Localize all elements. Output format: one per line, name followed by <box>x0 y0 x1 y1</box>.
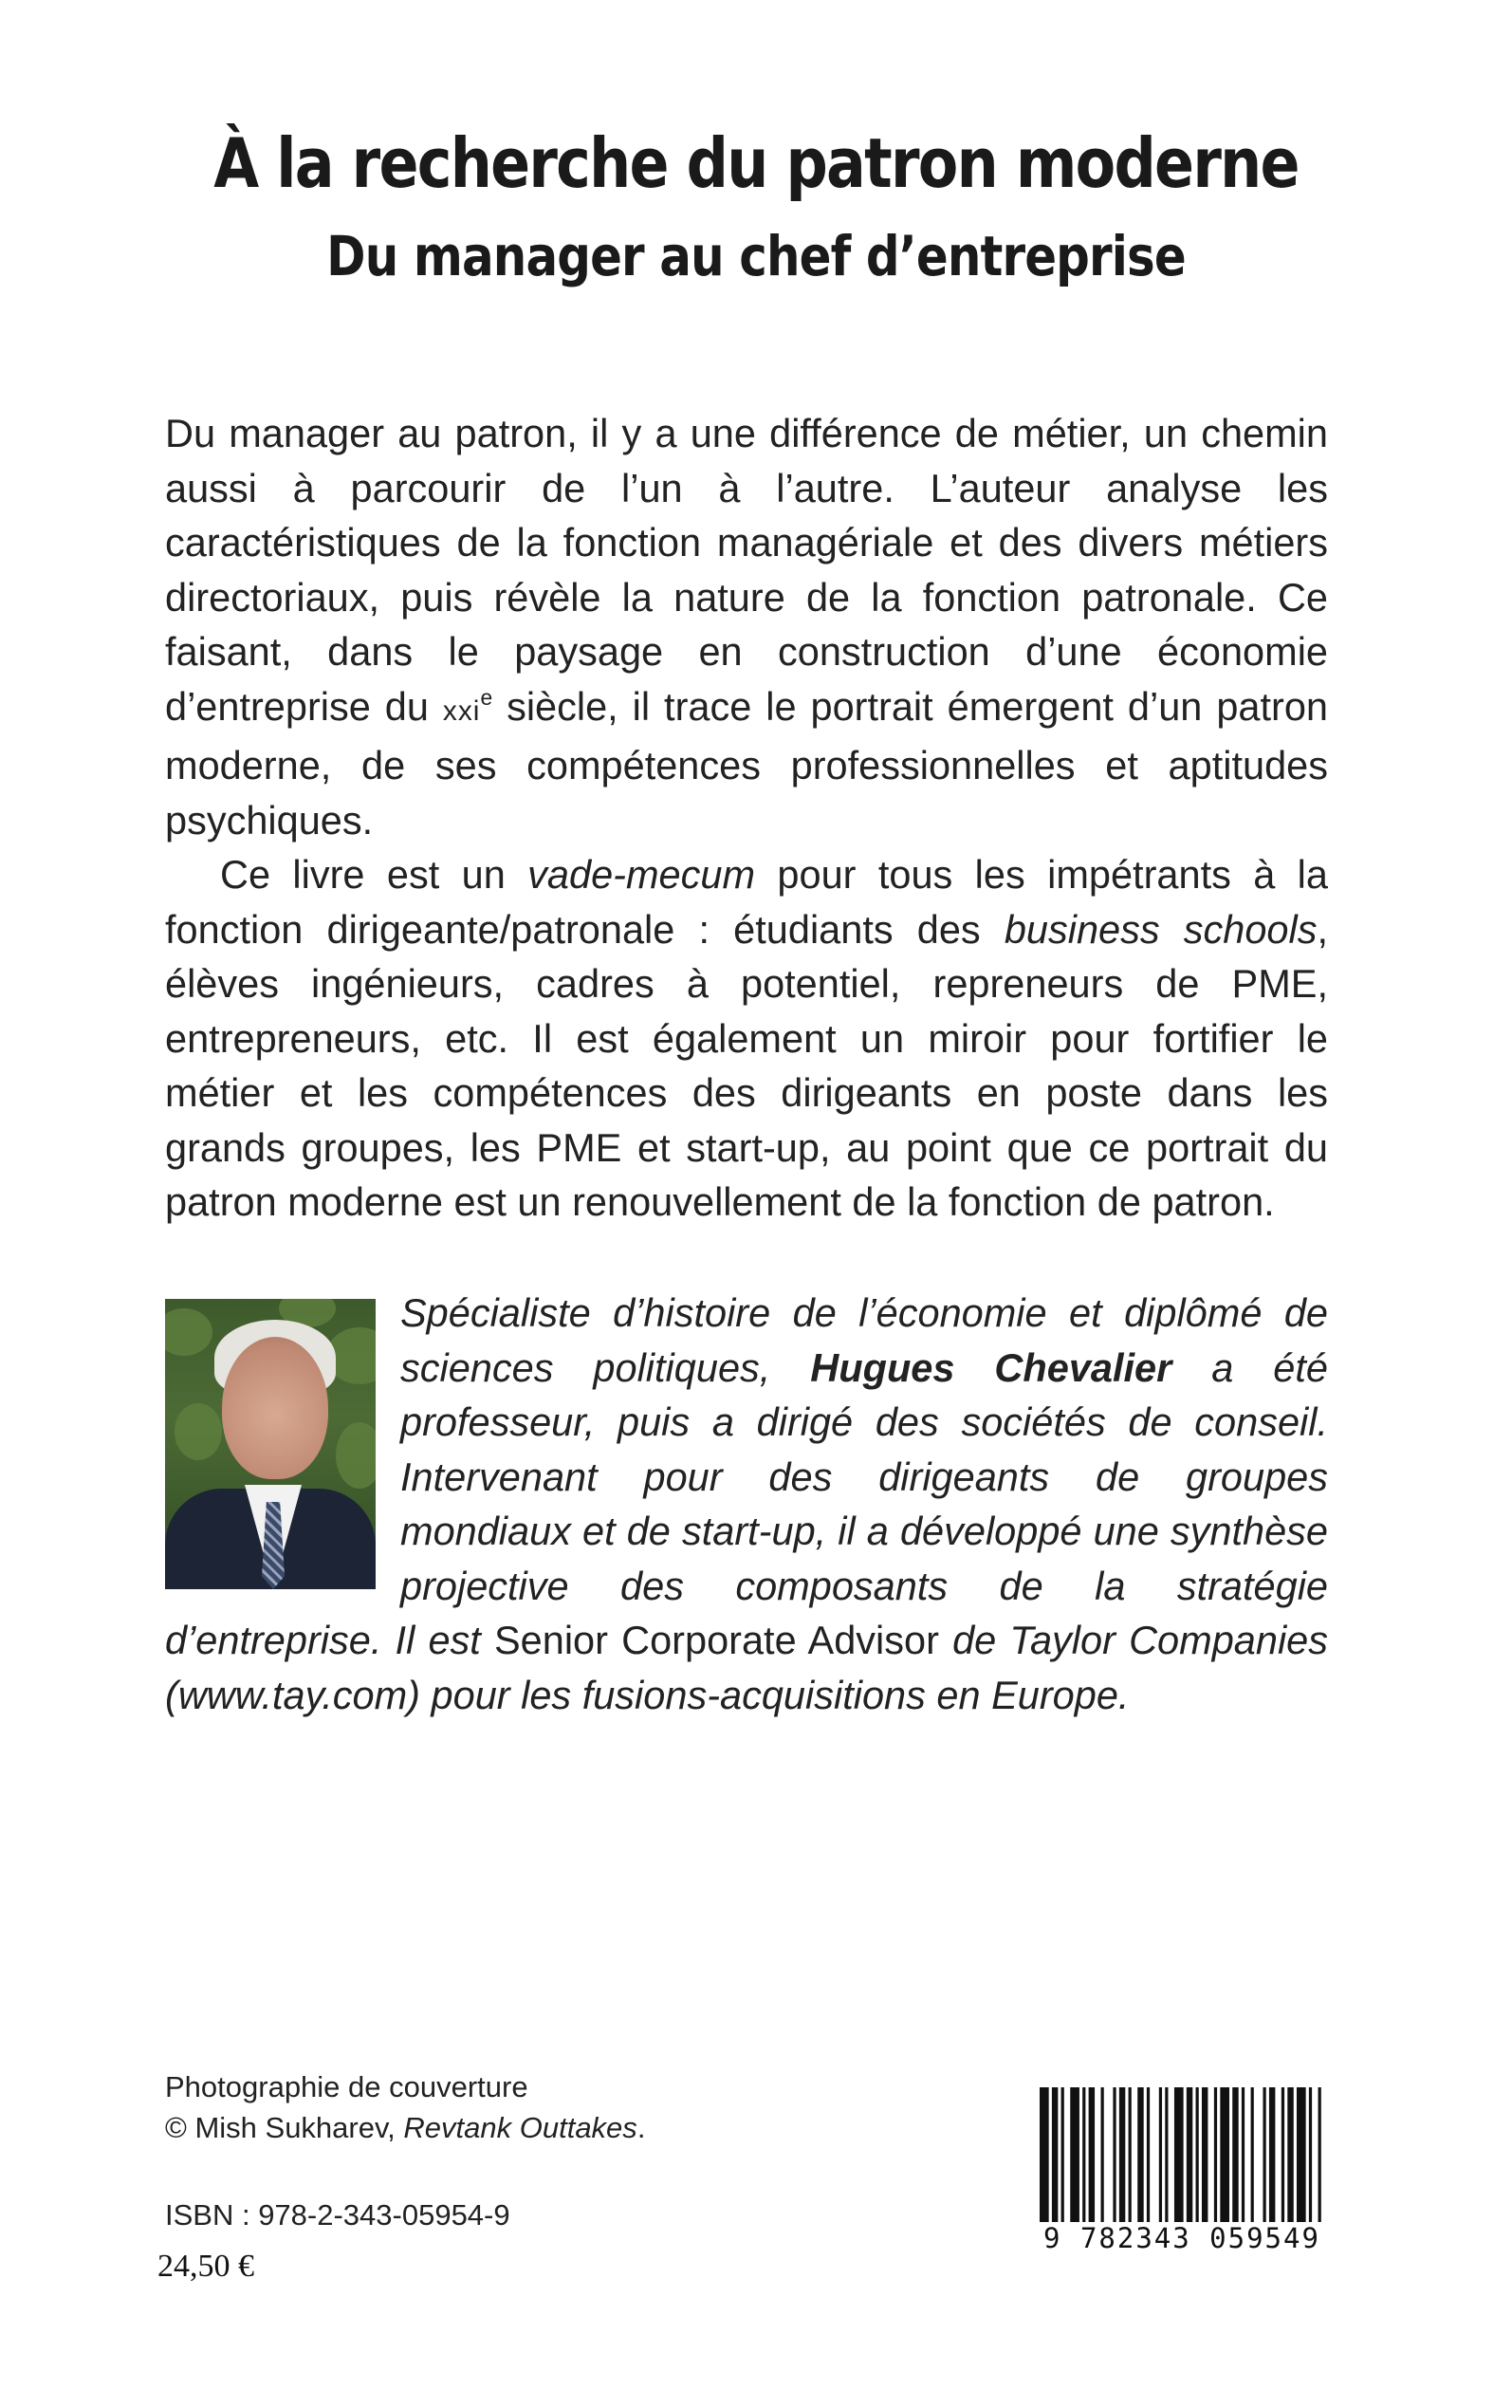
barcode-bar <box>1242 2087 1245 2222</box>
price-label: 24,50 € <box>157 2249 254 2284</box>
barcode-bar <box>1282 2087 1284 2222</box>
barcode-bar <box>1159 2087 1162 2222</box>
barcode-bar <box>1318 2087 1321 2222</box>
author-bio-text: Spécialiste d’histoire de l’économie et diplômé de sciences politiques, Hugues Chevalier a été professeur, puis a dirigé des sociétés de conseil. Intervenant pour des dirigeants de groupes mondiaux et de start-up, il a développé une synthèse projective des composants de la stratégie d’entreprise. Il est Senior Corporate Advisor de Taylor Companies (www.tay.com) pour les fusions-acquisitions en Europe. <box>165 1290 1328 1717</box>
barcode-bar <box>1147 2087 1150 2222</box>
barcode-bar <box>1297 2087 1306 2222</box>
photo-credits: Photographie de couverture © Mish Sukharev, Revtank Outtakes. <box>165 2070 646 2144</box>
barcode-bar <box>1309 2087 1312 2222</box>
barcode-bar <box>1089 2087 1095 2222</box>
barcode-bar <box>1061 2087 1064 2222</box>
author-bio <box>165 1286 1328 1722</box>
barcode-bar <box>1174 2087 1184 2222</box>
author-photo <box>165 1299 376 1589</box>
barcode-bar <box>1287 2087 1293 2222</box>
book-title: À la recherche du patron moderne <box>213 123 1299 203</box>
barcode-bar <box>1113 2087 1116 2222</box>
barcode-bar <box>1187 2087 1192 2222</box>
barcode-digits: 9 782343 059549 <box>1043 2222 1320 2254</box>
barcode-bar <box>1269 2087 1275 2222</box>
book-subtitle: Du manager au chef d’entreprise <box>326 224 1186 288</box>
barcode-bar <box>1165 2087 1168 2222</box>
barcode-bar <box>1119 2087 1125 2222</box>
barcode-bar <box>1082 2087 1085 2222</box>
book-description <box>165 406 1328 1230</box>
barcode-bar <box>1202 2087 1208 2222</box>
barcode-bar <box>1263 2087 1265 2222</box>
barcode-bar <box>1101 2087 1104 2222</box>
barcode-bar <box>1232 2087 1238 2222</box>
description-paragraph-2: Ce livre est un vade-mecum pour tous les impétrants à la fonction dirigeante/patronale : étudiants des business schools, élèves ingénieurs, cadres à potentiel, repreneurs de PME, entrepreneurs, etc. Il est également un miroir pour fortifier le métier et les compétences des dirigeants en poste dans les grands groupes, les PME et start-up, au point que ce portrait du patron moderne est un renouvellement de la fonction de patron. <box>165 852 1328 1224</box>
barcode-bar <box>1040 2087 1049 2222</box>
barcode-bars <box>1040 2087 1324 2222</box>
barcode-bar <box>1196 2087 1199 2222</box>
barcode-bar <box>1070 2087 1079 2222</box>
barcode-bar <box>1220 2087 1229 2222</box>
barcode-bar <box>1214 2087 1217 2222</box>
barcode-bar <box>1129 2087 1132 2222</box>
isbn-label: ISBN : 978-2-343-05954-9 <box>165 2198 510 2232</box>
barcode <box>1032 2084 1332 2264</box>
description-paragraph-1: Du manager au patron, il y a une différence de métier, un chemin aussi à parcourir de l’un à l’autre. L’auteur analyse les caractéristiques de la fonction managériale et des divers métiers directoriaux, puis révèle la nature de la fonction patronale. Ce faisant, dans le paysage en construction d’une économie d’entreprise du xxi$^e$ siècle, il trace le portrait émergent d’un patron moderne, de ses compétences professionnelles et aptitudes psychiques. <box>165 411 1328 843</box>
barcode-bar <box>1052 2087 1058 2222</box>
barcode-bar <box>1251 2087 1254 2222</box>
author-name: Hugues Chevalier <box>810 1344 1172 1390</box>
barcode-bar <box>1137 2087 1143 2222</box>
